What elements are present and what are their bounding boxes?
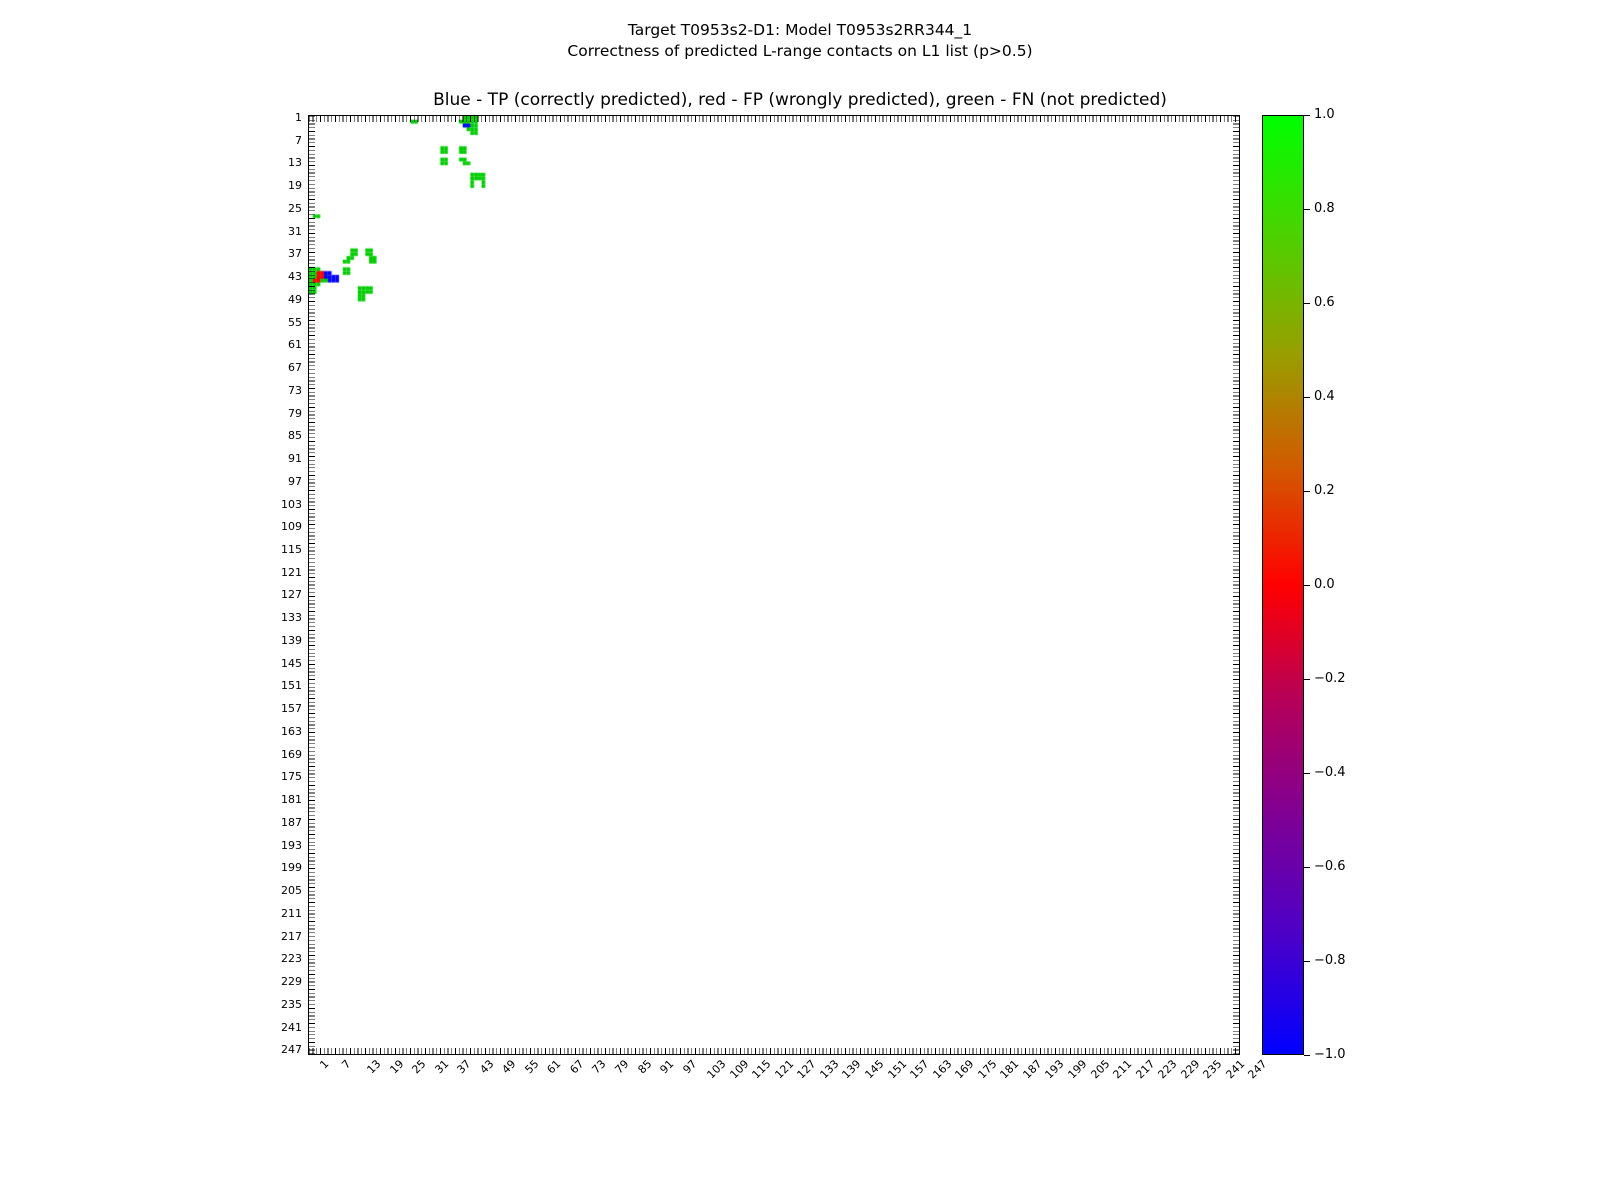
y-tick-label: 103 xyxy=(281,497,302,511)
y-tick-label: 163 xyxy=(281,724,302,738)
colorbar-tick-label: −1.0 xyxy=(1314,1047,1346,1062)
y-tick-label: 1 xyxy=(295,110,302,124)
colorbar-tick-mark xyxy=(1304,961,1310,962)
x-tick-label: 55 xyxy=(522,1057,542,1077)
x-tick-label: 25 xyxy=(409,1057,429,1077)
x-tick-label: 13 xyxy=(364,1057,384,1077)
y-tick-label: 85 xyxy=(288,429,302,443)
y-tick-label: 217 xyxy=(281,929,302,943)
x-tick-label: 199 xyxy=(1065,1057,1090,1082)
colorbar-tick-labels xyxy=(1304,107,1364,1062)
colorbar-tick-label: 0.8 xyxy=(1314,201,1335,216)
colorbar-tick-mark xyxy=(1304,585,1310,586)
y-tick-label: 109 xyxy=(281,520,302,534)
y-tick-label: 235 xyxy=(281,997,302,1011)
y-tick-label: 187 xyxy=(281,815,302,829)
y-tick-label: 79 xyxy=(288,406,302,420)
colorbar-tick-label: −0.4 xyxy=(1314,765,1346,780)
y-tick-label: 205 xyxy=(281,884,302,898)
colorbar-tick-mark xyxy=(1304,773,1310,774)
colorbar-tick-mark xyxy=(1304,867,1310,868)
contact-map-plot xyxy=(308,115,1240,1055)
x-tick-label: 229 xyxy=(1178,1057,1203,1082)
y-tick-label: 229 xyxy=(281,975,302,989)
y-tick-label: 19 xyxy=(288,179,302,193)
colorbar-tick-mark xyxy=(1304,491,1310,492)
y-tick-label: 115 xyxy=(281,542,302,556)
y-tick-label: 7 xyxy=(295,133,302,147)
colorbar xyxy=(1262,115,1304,1055)
colorbar-tick-mark xyxy=(1304,303,1310,304)
x-tick-label: 115 xyxy=(749,1057,774,1082)
y-tick-label: 13 xyxy=(288,156,302,170)
y-tick-label: 25 xyxy=(288,201,302,215)
chart-legend-text: Blue - TP (correctly predicted), red - FP (wrongly predicted), green - FN (not predicted) xyxy=(433,90,1167,110)
colorbar-tick-mark xyxy=(1304,1055,1310,1056)
x-tick-label: 187 xyxy=(1020,1057,1045,1082)
y-tick-label: 49 xyxy=(288,292,302,306)
chart-title-line-1: Target T0953s2-D1: Model T0953s2RR344_1 xyxy=(627,21,973,39)
colorbar-tick-label: 0.0 xyxy=(1314,577,1335,592)
x-tick-label: 43 xyxy=(477,1057,497,1077)
x-tick-label: 121 xyxy=(772,1057,797,1082)
x-tick-label: 31 xyxy=(432,1057,452,1077)
y-axis-labels xyxy=(250,110,302,1057)
y-tick-label: 145 xyxy=(281,656,302,670)
colorbar-tick-label: −0.2 xyxy=(1314,671,1346,686)
y-tick-label: 169 xyxy=(281,747,302,761)
y-tick-label: 193 xyxy=(281,838,302,852)
x-axis-labels xyxy=(308,1057,1270,1118)
y-tick-label: 157 xyxy=(281,702,302,716)
y-tick-label: 31 xyxy=(288,224,302,238)
x-tick-label: 205 xyxy=(1087,1057,1113,1082)
y-tick-label: 151 xyxy=(281,679,302,693)
x-tick-label: 109 xyxy=(727,1057,752,1082)
y-tick-label: 67 xyxy=(288,361,302,375)
y-tick-label: 181 xyxy=(281,793,302,807)
x-tick-label: 127 xyxy=(794,1057,819,1082)
x-tick-label: 1 xyxy=(317,1057,332,1072)
y-tick-label: 55 xyxy=(288,315,302,329)
x-tick-label: 235 xyxy=(1200,1057,1225,1082)
colorbar-tick-label: 0.2 xyxy=(1314,483,1335,498)
x-tick-label: 193 xyxy=(1042,1057,1067,1082)
x-tick-label: 61 xyxy=(544,1057,564,1077)
x-tick-label: 241 xyxy=(1223,1057,1248,1082)
colorbar-tick-label: 0.4 xyxy=(1314,389,1335,404)
x-tick-label: 37 xyxy=(454,1057,474,1077)
x-tick-label: 103 xyxy=(704,1057,729,1082)
colorbar-tick-label: −0.6 xyxy=(1314,859,1346,874)
y-tick-label: 121 xyxy=(281,565,302,579)
x-tick-label: 181 xyxy=(997,1057,1022,1082)
y-tick-label: 139 xyxy=(281,633,302,647)
x-tick-label: 223 xyxy=(1155,1057,1180,1082)
x-tick-label: 97 xyxy=(680,1057,700,1077)
chart-title-block xyxy=(0,20,1600,62)
x-tick-label: 139 xyxy=(839,1057,864,1082)
y-tick-label: 97 xyxy=(288,474,302,488)
colorbar-tick-mark xyxy=(1304,679,1310,680)
colorbar-tick-label: 1.0 xyxy=(1314,107,1335,122)
colorbar-tick-mark xyxy=(1304,209,1310,210)
x-tick-label: 67 xyxy=(567,1057,587,1077)
x-tick-label: 49 xyxy=(499,1057,519,1077)
y-tick-label: 43 xyxy=(288,270,302,284)
x-tick-label: 133 xyxy=(817,1057,842,1082)
x-tick-label: 169 xyxy=(952,1057,977,1082)
colorbar-tick-mark xyxy=(1304,115,1310,116)
y-tick-label: 175 xyxy=(281,770,302,784)
y-tick-label: 91 xyxy=(288,452,302,466)
y-tick-label: 61 xyxy=(288,338,302,352)
x-tick-label: 19 xyxy=(386,1057,407,1077)
y-tick-label: 247 xyxy=(281,1043,302,1057)
y-tick-label: 223 xyxy=(281,952,302,966)
y-tick-label: 199 xyxy=(281,861,302,875)
contact-map-canvas xyxy=(309,116,1239,1054)
y-tick-label: 73 xyxy=(288,383,302,397)
x-tick-label: 163 xyxy=(930,1057,955,1082)
x-tick-label: 211 xyxy=(1110,1057,1135,1082)
x-tick-label: 247 xyxy=(1245,1057,1270,1082)
colorbar-tick-label: 0.6 xyxy=(1314,295,1335,310)
y-tick-label: 37 xyxy=(288,247,302,261)
x-tick-label: 85 xyxy=(634,1057,655,1077)
x-tick-label: 7 xyxy=(339,1057,354,1072)
y-tick-label: 127 xyxy=(281,588,302,602)
colorbar-tick-mark xyxy=(1304,397,1310,398)
x-tick-label: 157 xyxy=(907,1057,932,1082)
chart-title-line-2: Correctness of predicted L-range contacts on L1 list (p>0.5) xyxy=(567,42,1033,60)
x-tick-label: 145 xyxy=(862,1057,887,1082)
x-tick-label: 91 xyxy=(657,1057,677,1077)
x-tick-label: 217 xyxy=(1133,1057,1158,1082)
x-tick-label: 175 xyxy=(975,1057,1000,1082)
x-tick-label: 73 xyxy=(589,1057,609,1077)
y-tick-label: 211 xyxy=(281,906,302,920)
y-tick-label: 133 xyxy=(281,611,302,625)
x-tick-label: 151 xyxy=(885,1057,910,1082)
colorbar-tick-label: −0.8 xyxy=(1314,953,1346,968)
x-tick-label: 79 xyxy=(612,1057,632,1077)
y-tick-label: 241 xyxy=(281,1020,302,1034)
